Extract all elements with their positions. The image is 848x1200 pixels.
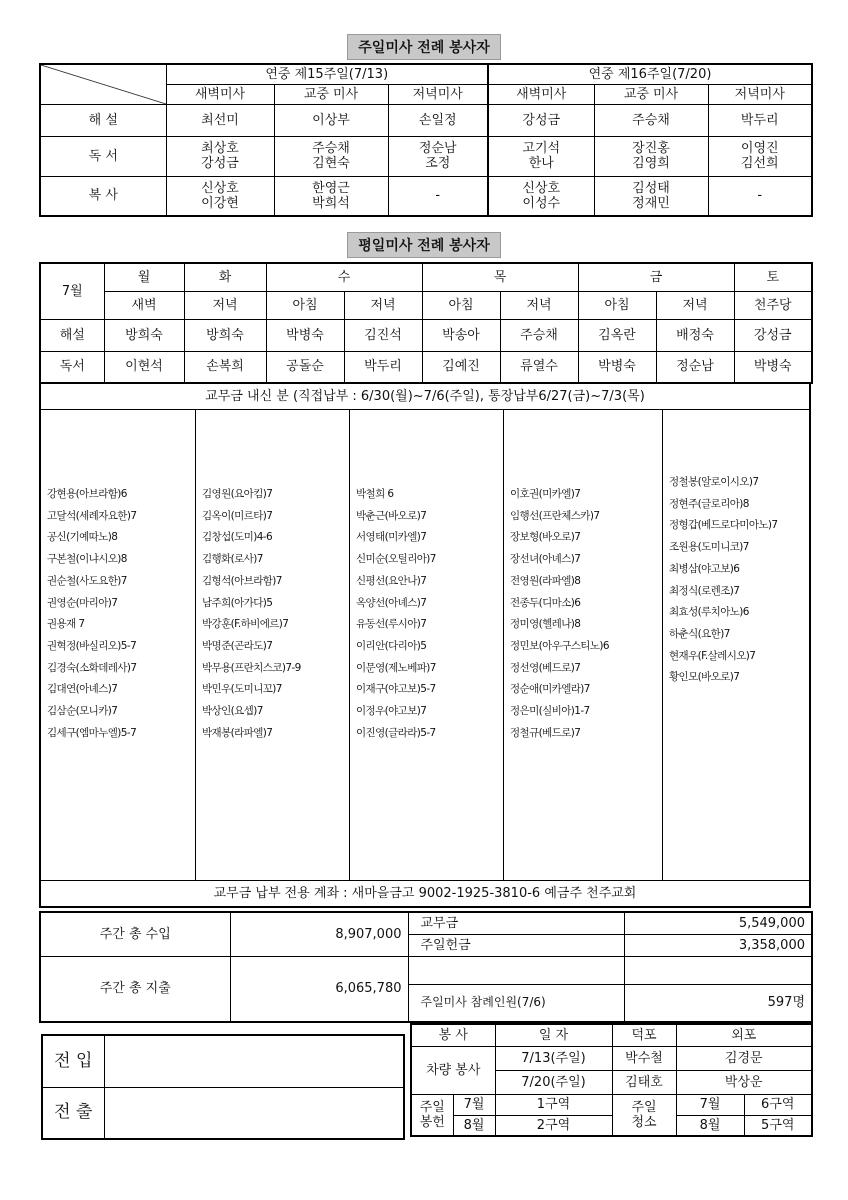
dues-entry: 정철규(베드로)7 [510, 726, 581, 739]
cell: 이상부 [274, 104, 388, 136]
cell: 박병숙 [734, 351, 812, 383]
cleaning-zone: 5구역 [744, 1115, 812, 1136]
dues-entry: 장보형(바오로)7 [510, 531, 581, 544]
cell: 정순남 [656, 351, 734, 383]
vehicle-a: 김태호 [612, 1070, 676, 1094]
dues-entry: 정은미(실비아)1-7 [510, 705, 590, 717]
cell: 박송아 [422, 319, 500, 351]
table-row [40, 136, 812, 176]
dues-entry: 정현주(글로리아)8 [669, 497, 749, 510]
cell: 신상호 이강현 [166, 176, 274, 216]
cell: 박병숙 [578, 351, 656, 383]
offering-label: 주일 봉헌 [411, 1094, 453, 1136]
dues-header: 교무금 내신 분 (직접납부 : 6/30(월)~7/6(주일), 통장납부6/27(금)~7/3(목) [41, 384, 809, 410]
weekday-table [39, 262, 813, 384]
cell: 한영근 박희석 [274, 176, 388, 216]
row-label: 독서 [40, 351, 104, 383]
item-label [408, 956, 624, 984]
dues-entry: 신평선(요안나)7 [356, 574, 427, 587]
offering-zone: 1구역 [495, 1094, 612, 1115]
dues-entry: 최정식(로렌조)7 [669, 584, 740, 597]
time-header: 아침 [578, 291, 656, 319]
time-header: 저녁 [500, 291, 578, 319]
dues-entry: 구본철(이냐시오)8 [47, 553, 127, 566]
dues-entry: 최효성(루치아노)6 [669, 606, 749, 619]
dues-entry: 이문영(제노베파)7 [356, 661, 436, 674]
cell: 김옥란 [578, 319, 656, 351]
cell: 공돌순 [266, 351, 344, 383]
dues-entry: 임행선(프란체스카)7 [510, 509, 600, 522]
cleaning-month: 7월 [676, 1094, 744, 1115]
cleaning-month: 8월 [676, 1115, 744, 1136]
dues-entry: 전영원(라파엘)8 [510, 574, 581, 587]
item-label: 주일헌금 [408, 934, 624, 956]
corner-cell [40, 64, 166, 104]
dues-entry: 정순애(미카엘라)7 [510, 683, 590, 696]
cell: 박두리 [708, 104, 812, 136]
service-header: 봉 사 [411, 1024, 495, 1046]
dues-entry: 권영순(마리아)7 [47, 596, 118, 609]
row-label: 해 설 [40, 104, 166, 136]
dues-entry: 권용재 7 [47, 618, 85, 631]
dues-entry: 김창섭(도미)4-6 [202, 531, 273, 544]
cell: 손일정 [388, 104, 488, 136]
dues-entry: 이진영(글라라)5-7 [356, 726, 436, 739]
cell: 신상호 이성수 [488, 176, 594, 216]
dues-column [41, 410, 196, 880]
item-value [624, 956, 812, 984]
cell: 주승채 김현숙 [274, 136, 388, 176]
table-row [40, 351, 812, 383]
day-header: 화 [184, 263, 266, 291]
dues-entry: 정민보(아우구스티노)6 [510, 639, 609, 652]
item-value: 5,549,000 [624, 912, 812, 934]
dues-entry: 서영태(미카엘)7 [356, 531, 427, 544]
finance-table [39, 911, 813, 1023]
cell: 주승채 [500, 319, 578, 351]
dues-entry: 박명준(곤라도)7 [202, 639, 273, 652]
dues-entry: 박철희 6 [356, 488, 394, 500]
dues-entry: 정선영(베드로)7 [510, 661, 581, 674]
dues-entry: 김경숙(소화데레사)7 [47, 661, 137, 674]
time-header: 아침 [266, 291, 344, 319]
mass-header: 교중 미사 [594, 84, 708, 104]
dues-entry: 김삼순(모니카)7 [47, 705, 118, 717]
cell: 이현석 [104, 351, 184, 383]
time-header: 저녁 [184, 291, 266, 319]
sunday-title: 주일미사 전례 봉사자 [0, 34, 848, 60]
service-header: 덕포 [612, 1024, 676, 1046]
time-header: 저녁 [656, 291, 734, 319]
dues-entry: 김형석(아브라함)7 [202, 574, 282, 587]
dues-entry: 하춘식(요한)7 [669, 627, 730, 640]
time-header: 저녁 [344, 291, 422, 319]
dues-entry: 장선녀(아녜스)7 [510, 553, 581, 566]
cell: 박병숙 [266, 319, 344, 351]
cell: 류열수 [500, 351, 578, 383]
transfer-in-label: 전 입 [42, 1035, 104, 1087]
mass-header: 저녁미사 [708, 84, 812, 104]
offering-zone: 2구역 [495, 1115, 612, 1136]
dues-entry: 정미영(헬레나)8 [510, 618, 581, 631]
expense-value: 6,065,780 [230, 956, 408, 1022]
income-value: 8,907,000 [230, 912, 408, 956]
dues-entry: 박강훈(F.하비에르)7 [202, 618, 289, 631]
vehicle-date: 7/13(주일) [495, 1046, 612, 1070]
dues-column [663, 410, 809, 880]
cell: 배정숙 [656, 319, 734, 351]
cell: 주승채 [594, 104, 708, 136]
dues-entry: 신미순(오틸리아)7 [356, 553, 436, 566]
dues-entry: 최병삼(야고보)6 [669, 562, 740, 575]
dues-entry: 권혁정(바실리오)5-7 [47, 639, 137, 652]
offering-month: 8월 [453, 1115, 495, 1136]
attendance-label: 주일미사 참례인원(7/6) [408, 984, 624, 1022]
item-label: 교무금 [408, 912, 624, 934]
cleaning-zone: 6구역 [744, 1094, 812, 1115]
dues-entry: 정철봉(알로이시오)7 [669, 476, 759, 488]
mass-header: 새벽미사 [166, 84, 274, 104]
dues-entry: 이정우(야고보)7 [356, 705, 427, 717]
row-label: 독 서 [40, 136, 166, 176]
vehicle-b: 박상운 [676, 1070, 812, 1094]
week2-header: 연중 제16주일(7/20) [488, 64, 812, 84]
day-header: 월 [104, 263, 184, 291]
cell: 고기석 한나 [488, 136, 594, 176]
dues-entry: 박상인(요셉)7 [202, 705, 263, 717]
dues-entry: 강현용(아브라함)6 [47, 488, 127, 500]
day-header: 수 [266, 263, 422, 291]
service-header: 일 자 [495, 1024, 612, 1046]
mass-header: 저녁미사 [388, 84, 488, 104]
vehicle-date: 7/20(주일) [495, 1070, 612, 1094]
cell: 김진석 [344, 319, 422, 351]
vehicle-label: 차량 봉사 [411, 1046, 495, 1094]
cell: 김예진 [422, 351, 500, 383]
day-header: 목 [422, 263, 578, 291]
cell: 이영진 김선희 [708, 136, 812, 176]
cell: 김성태 정재민 [594, 176, 708, 216]
cell: 방희숙 [184, 319, 266, 351]
transfer-out-value [104, 1087, 404, 1139]
dues-entry: 현재우(F.살레시오)7 [669, 649, 756, 662]
dues-entry: 권순철(사도요한)7 [47, 574, 127, 587]
dues-entry: 옥양선(아녜스)7 [356, 596, 427, 609]
day-header: 금 [578, 263, 734, 291]
row-label: 복 사 [40, 176, 166, 216]
dues-entry: 전종두(디마소)6 [510, 596, 581, 609]
dues-entry: 박재봉(라파엘)7 [202, 726, 273, 739]
cell: - [388, 176, 488, 216]
dues-entry: 이리안(다리아)5 [356, 639, 427, 652]
day-header: 토 [734, 263, 812, 291]
table-row [40, 104, 812, 136]
transfer-table [41, 1034, 405, 1140]
transfer-in-value [104, 1035, 404, 1087]
transfer-out-label: 전 출 [42, 1087, 104, 1139]
dues-entry: 박무용(프란치스코)7-9 [202, 661, 301, 674]
dues-column [504, 410, 663, 880]
dues-footer: 교무금 납부 전용 계좌 : 새마을금고 9002-1925-3810-6 예금주 천주교회 [41, 880, 809, 906]
cell: - [708, 176, 812, 216]
attendance-value: 597명 [624, 984, 812, 1022]
dues-columns [41, 410, 809, 880]
dues-entry: 고달석(세례자요한)7 [47, 509, 137, 522]
dues-entry: 남주희(아가다)5 [202, 596, 273, 609]
item-value: 3,358,000 [624, 934, 812, 956]
time-header: 천주당 [734, 291, 812, 319]
dues-entry: 박춘근(바오로)7 [356, 509, 427, 522]
time-header: 아침 [422, 291, 500, 319]
dues-entry: 조원용(도미니코)7 [669, 541, 749, 554]
dues-entry: 황인모(바오로)7 [669, 671, 740, 684]
dues-entry: 공신(기예따노)8 [47, 531, 118, 544]
dues-entry: 김옥이(미르타)7 [202, 509, 273, 522]
cell: 정순남 조정 [388, 136, 488, 176]
dues-entry: 유동선(루시아)7 [356, 618, 427, 631]
week1-header: 연중 제15주일(7/13) [166, 64, 488, 84]
mass-header: 교중 미사 [274, 84, 388, 104]
dues-entry: 박민우(도미니꼬)7 [202, 683, 282, 696]
dues-box [39, 382, 811, 908]
dues-entry: 김대연(아녜스)7 [47, 683, 118, 696]
mass-header: 새벽미사 [488, 84, 594, 104]
vehicle-a: 박수철 [612, 1046, 676, 1070]
row-label: 해설 [40, 319, 104, 351]
cleaning-label: 주일 청소 [612, 1094, 676, 1136]
dues-entry: 김행화(로사)7 [202, 553, 263, 566]
cell: 강성금 [734, 319, 812, 351]
expense-label: 주간 총 지출 [40, 956, 230, 1022]
dues-column [350, 410, 504, 880]
table-row [40, 176, 812, 216]
dues-entry: 이호권(미카엘)7 [510, 488, 581, 500]
sunday-table [39, 63, 813, 217]
vehicle-b: 김경문 [676, 1046, 812, 1070]
cell: 박두리 [344, 351, 422, 383]
cell: 강성금 [488, 104, 594, 136]
income-label: 주간 총 수입 [40, 912, 230, 956]
time-header: 새벽 [104, 291, 184, 319]
month-label: 7월 [40, 263, 104, 319]
dues-entry: 정형갑(베드로다미아노)7 [669, 519, 778, 532]
dues-entry: 김영원(요아킴)7 [202, 488, 273, 500]
dues-entry: 김세구(엠마누엘)5-7 [47, 726, 137, 739]
dues-entry: 이재구(야고보)5-7 [356, 683, 436, 696]
dues-column [196, 410, 350, 880]
table-row [40, 319, 812, 351]
cell: 최상호 강성금 [166, 136, 274, 176]
offering-month: 7월 [453, 1094, 495, 1115]
service-table [410, 1023, 813, 1137]
cell: 손복희 [184, 351, 266, 383]
weekday-title: 평일미사 전례 봉사자 [0, 232, 848, 258]
service-header: 외포 [676, 1024, 812, 1046]
cell: 방희숙 [104, 319, 184, 351]
cell: 장진홍 김영희 [594, 136, 708, 176]
cell: 최선미 [166, 104, 274, 136]
